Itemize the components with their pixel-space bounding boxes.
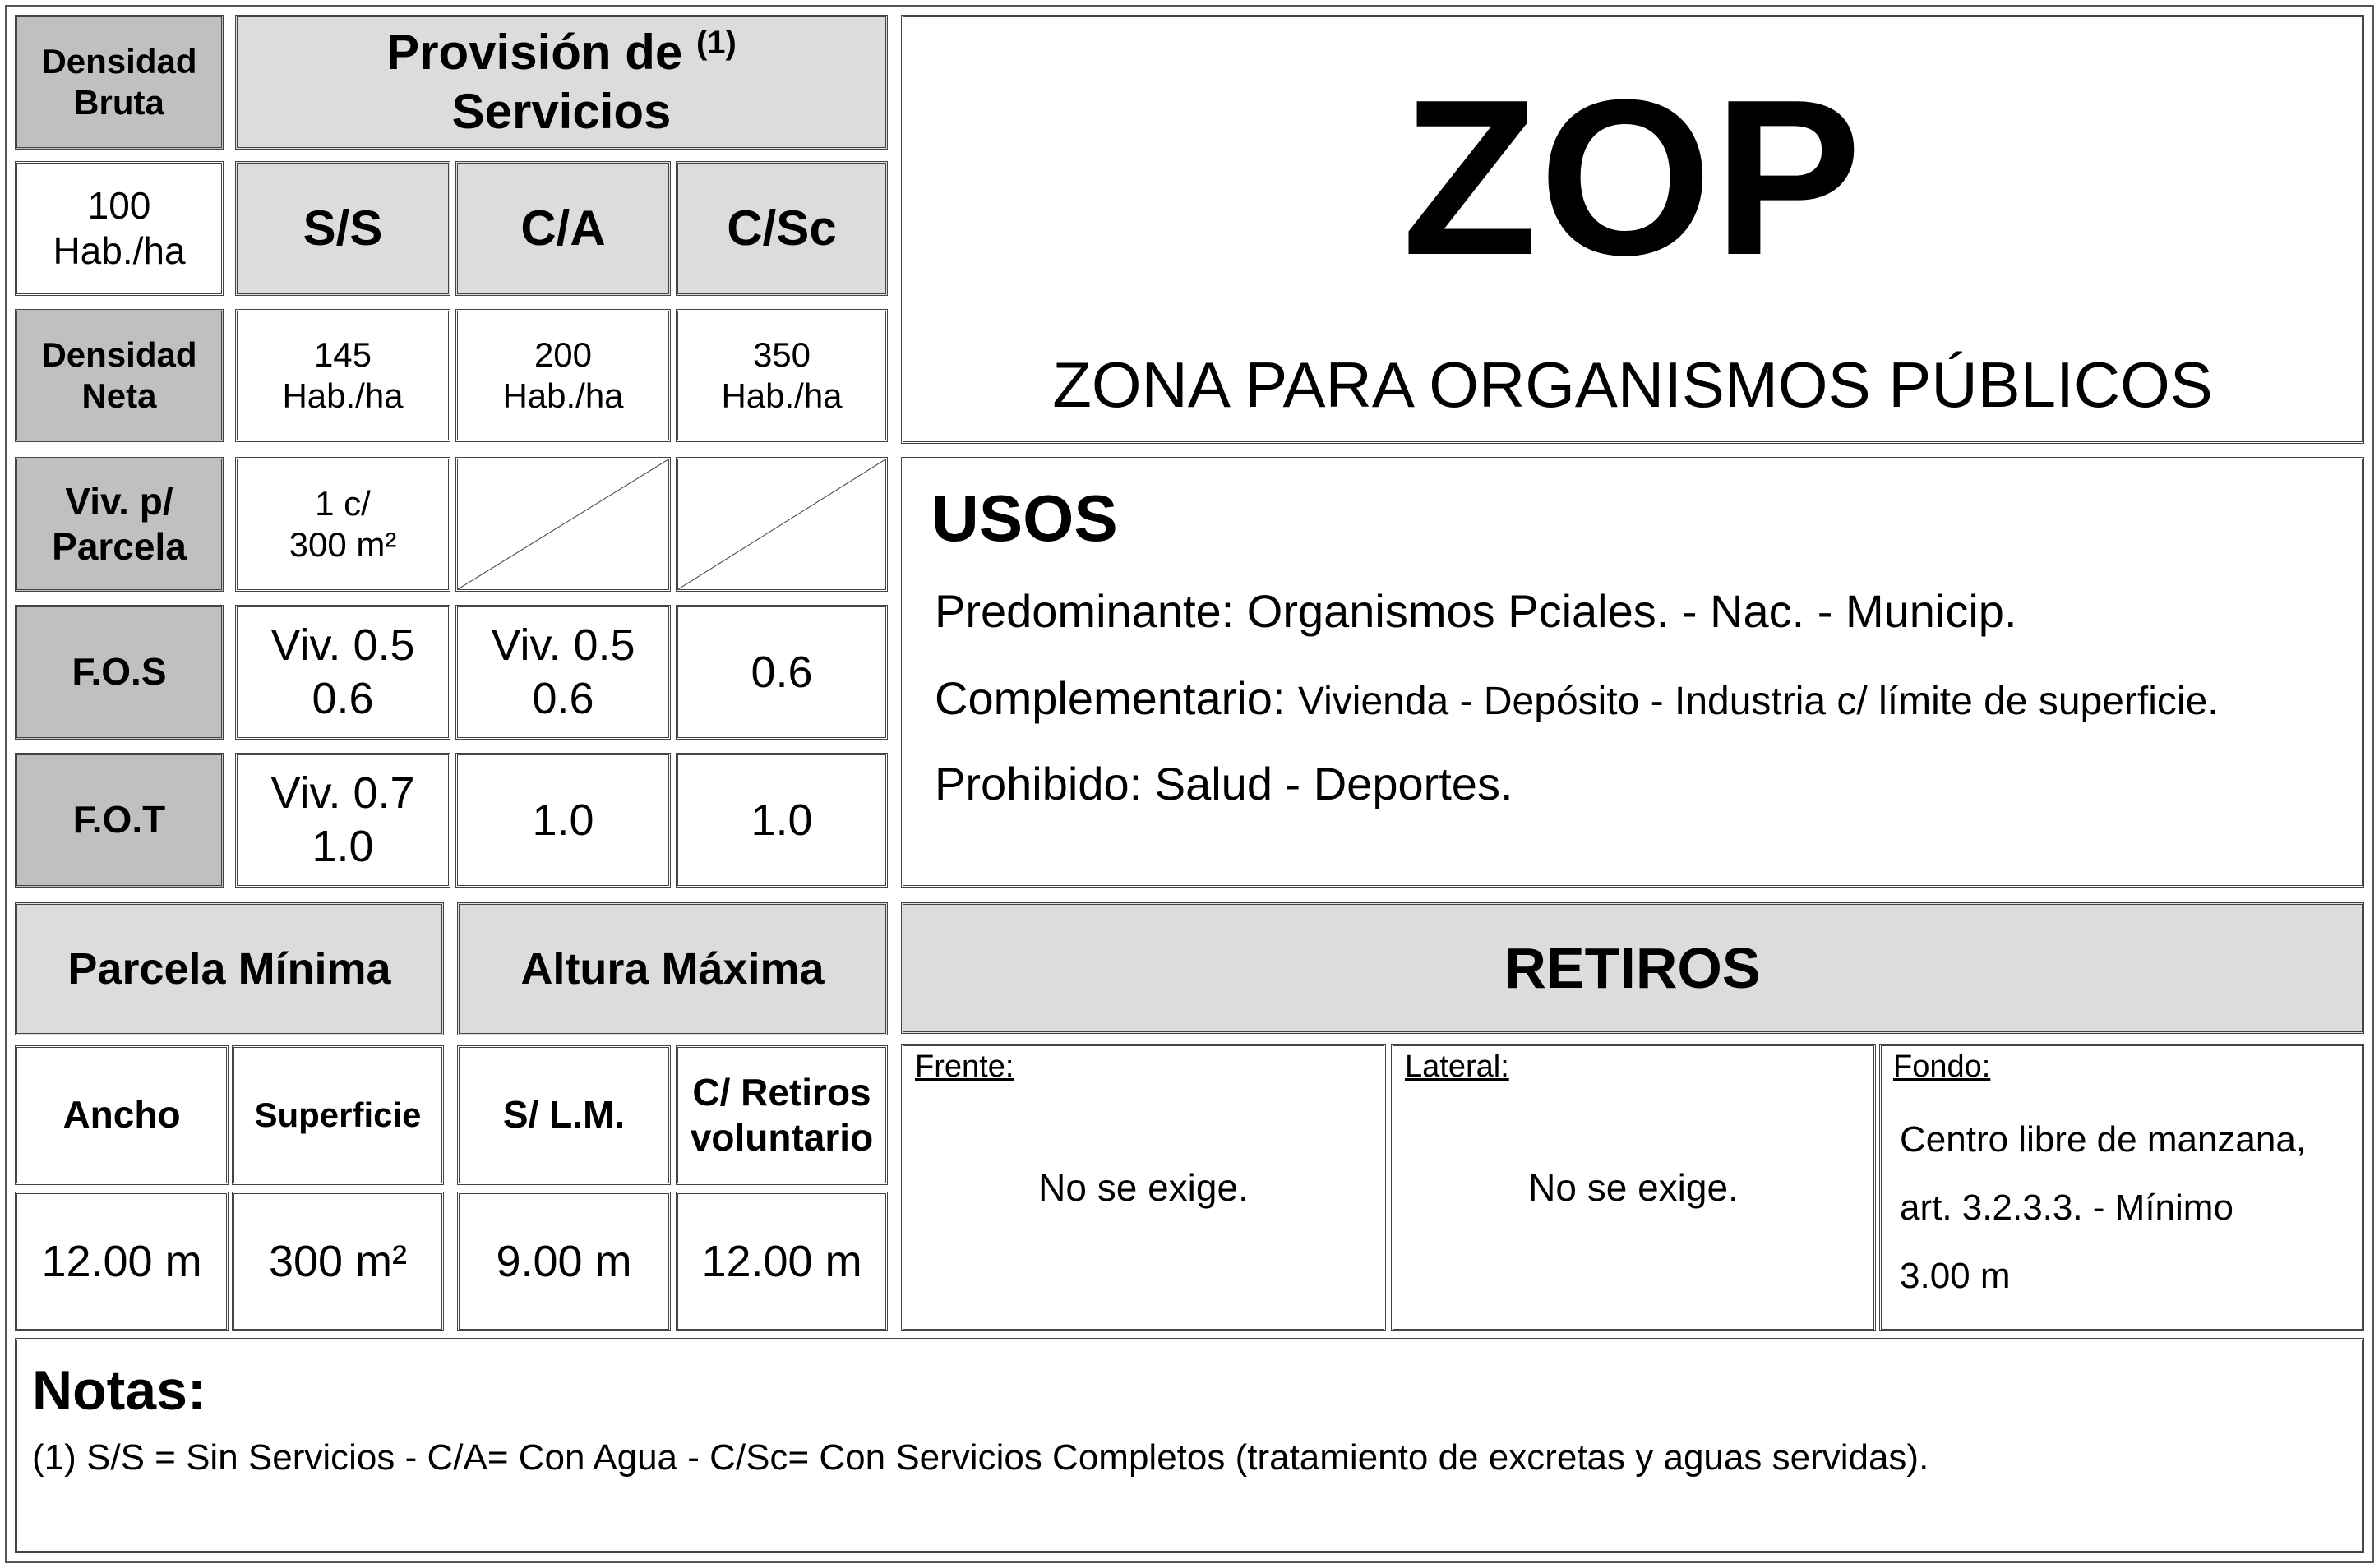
lateral-value: No se exige. <box>1528 1166 1739 1209</box>
densidad-neta-csc-value: 350 <box>752 334 811 374</box>
densidad-neta-label <box>15 309 224 442</box>
viv-parcela-label <box>15 457 224 592</box>
fos-ca-line-1: Viv. 0.5 <box>491 620 635 671</box>
retiros-voluntario-value: 12.00 m <box>676 1192 888 1331</box>
zone-code: ZOP <box>1402 54 1864 302</box>
viv-parcela-csc-empty <box>676 457 888 592</box>
densidad-bruta-value <box>15 161 224 296</box>
retiro-fondo <box>1879 1044 2364 1331</box>
complementario-label: Complementario: <box>935 672 1286 724</box>
fos-label: F.O.S <box>15 605 224 740</box>
usos-block <box>901 457 2364 888</box>
fondo-line-1: Centro libre de manzana, <box>1900 1119 2307 1160</box>
fot-label: F.O.T <box>15 753 224 888</box>
densidad-neta-ca-value: 200 <box>534 334 593 374</box>
fondo-value <box>1900 1105 2306 1310</box>
notas-title: Notas: <box>32 1359 206 1422</box>
provision-note: (1) <box>695 25 737 61</box>
densidad-neta-ss-value: 145 <box>313 334 372 374</box>
fos-ss-line-2: 0.6 <box>312 674 374 723</box>
fos-ss-line-1: Viv. 0.5 <box>270 620 415 671</box>
uso-complementario <box>935 671 2219 725</box>
fot-csc: 1.0 <box>676 753 888 888</box>
densidad-neta-ca-unit: Hab./ha <box>502 376 624 415</box>
uso-prohibido <box>935 757 1513 810</box>
viv-label-line-1: Viv. p/ <box>65 479 173 523</box>
provision-label: Provisión de <box>386 25 683 80</box>
complementario-value: Vivienda - Depósito - Industria c/ límite de superficie. <box>1297 680 2219 723</box>
provision-header <box>235 15 888 150</box>
fos-ca <box>455 605 671 740</box>
diagonal-line-icon <box>458 459 668 589</box>
fot-ss <box>235 753 450 888</box>
frente-value: No se exige. <box>1038 1166 1249 1209</box>
usos-title: USOS <box>931 482 1118 555</box>
densidad-bruta-text: Densidad Bruta <box>41 41 197 122</box>
col-header-ca: C/A <box>455 161 671 296</box>
prohibido-value: Salud - Deportes. <box>1154 758 1513 809</box>
fos-csc: 0.6 <box>676 605 888 740</box>
densidad-neta-csc <box>676 309 888 442</box>
predominante-label: Predominante: <box>935 585 1235 637</box>
retiros-voluntario-line-2: voluntario <box>690 1116 874 1159</box>
densidad-neta-csc-unit: Hab./ha <box>721 376 843 415</box>
col-header-ss: S/S <box>235 161 450 296</box>
viv-parcela-ss <box>235 457 450 592</box>
notas-block <box>15 1338 2364 1553</box>
retiros-voluntario-line-1: C/ Retiros <box>692 1070 871 1114</box>
superficie-header: Superficie <box>232 1045 444 1185</box>
densidad-bruta-unit: Hab./ha <box>53 229 186 272</box>
ancho-value: 12.00 m <box>15 1192 229 1331</box>
retiro-frente <box>901 1044 1386 1331</box>
notas-text: (1) S/S = Sin Servicios - C/A= Con Agua - C/Sc= Con Servicios Completos (tratamiento de excretas y aguas servidas). <box>32 1437 1929 1478</box>
densidad-bruta-number: 100 <box>87 183 151 227</box>
fot-ca: 1.0 <box>455 753 671 888</box>
prohibido-label: Prohibido: <box>935 758 1143 809</box>
densidad-neta-ca <box>455 309 671 442</box>
viv-value-line-2: 300 m² <box>289 525 397 564</box>
col-header-csc: C/Sc <box>676 161 888 296</box>
superficie-value: 300 m² <box>232 1192 444 1331</box>
slm-header: S/ L.M. <box>457 1045 671 1185</box>
frente-label: Frente: <box>915 1049 1014 1084</box>
fondo-line-2: art. 3.2.3.3. - Mínimo <box>1900 1188 2233 1228</box>
viv-label-line-2: Parcela <box>52 525 187 568</box>
densidad-bruta-label <box>15 15 224 150</box>
fot-ss-line-2: 1.0 <box>312 822 374 871</box>
retiros-voluntario-header <box>676 1045 888 1185</box>
retiros-header: RETIROS <box>901 902 2364 1034</box>
fondo-line-3: 3.00 m <box>1900 1256 2011 1296</box>
predominante-value: Organismos Pciales. - Nac. - Municip. <box>1246 585 2017 637</box>
densidad-neta-ss-unit: Hab./ha <box>282 376 404 415</box>
fos-ss <box>235 605 450 740</box>
densidad-neta-text: Densidad Neta <box>41 334 197 415</box>
slm-value: 9.00 m <box>457 1192 671 1331</box>
zone-name: ZONA PARA ORGANISMOS PÚBLICOS <box>1052 348 2213 422</box>
viv-parcela-ca-empty <box>455 457 671 592</box>
altura-maxima-header: Altura Máxima <box>457 902 888 1035</box>
servicios-label: Servicios <box>451 84 672 139</box>
retiro-lateral <box>1391 1044 1876 1331</box>
fot-ss-line-1: Viv. 0.7 <box>270 768 415 819</box>
zone-title-block <box>901 15 2364 444</box>
fondo-label: Fondo: <box>1893 1049 1991 1084</box>
fos-ca-line-2: 0.6 <box>532 674 594 723</box>
uso-predominante <box>935 584 2017 638</box>
ancho-header: Ancho <box>15 1045 229 1185</box>
parcela-minima-header: Parcela Mínima <box>15 902 444 1035</box>
diagonal-line-icon <box>678 459 885 589</box>
lateral-label: Lateral: <box>1405 1049 1509 1084</box>
densidad-neta-ss <box>235 309 450 442</box>
viv-value-line-1: 1 c/ <box>315 483 371 523</box>
